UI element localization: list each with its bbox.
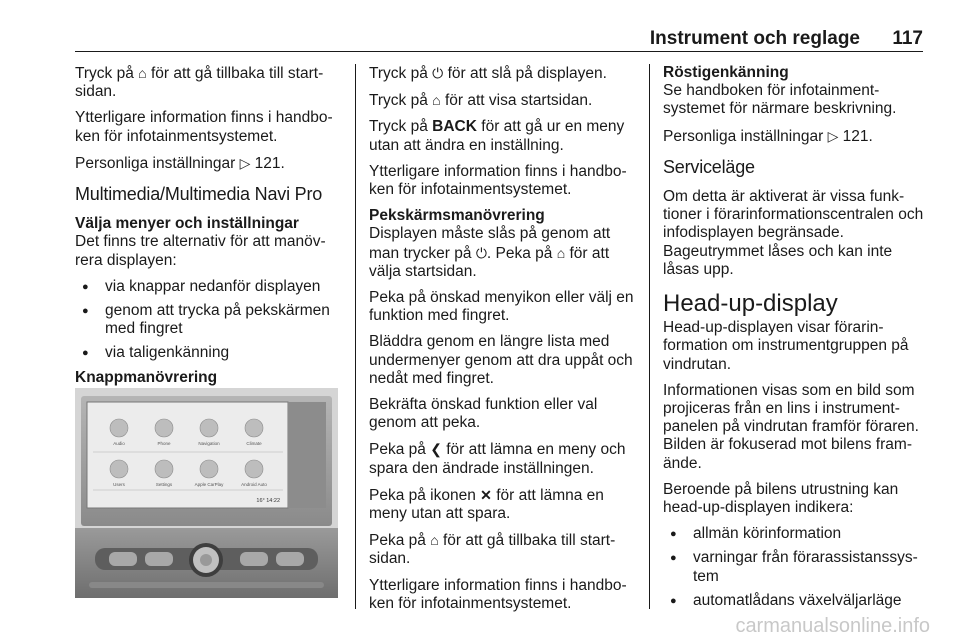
paragraph: Bekräfta önskad funktion eller val genom att peka. — [369, 396, 598, 432]
page-reference-icon: ▷ — [239, 154, 251, 171]
paragraph: Ytterligare information finns i handboken för infotainmentsystemet. — [369, 576, 627, 612]
home-icon: ⌂ — [556, 244, 566, 261]
subheading-menus: Välja menyer och inställningar — [75, 215, 299, 233]
column-1 — [75, 64, 345, 387]
power-icon: ⏻ — [475, 244, 487, 261]
paragraph: Peka på ⌂ för att gå tillbaka till startsidan. — [369, 532, 616, 568]
screen-label-phone: Phone — [157, 441, 171, 446]
paragraph: Personliga inställningar ▷ 121. — [75, 154, 285, 172]
column-3 — [663, 64, 925, 616]
power-icon: ⏻ — [432, 65, 444, 81]
watermark: carmanualsonline.info — [735, 615, 930, 637]
page-reference-icon: ▷ — [827, 127, 839, 144]
paragraph: Peka på ikonen ✕ för att lämna en meny utan att spara. — [369, 486, 604, 523]
paragraph: Bläddra genom en längre lista med undermenyer genom att dra uppåt och nedåt med fingret. — [369, 333, 633, 387]
paragraph: Peka på önskad menyikon eller välj en funktion med fingret. — [369, 289, 634, 325]
section-heading-hud: Head-up-display — [663, 290, 838, 318]
paragraph: Det finns tre alternativ för att manövrera displayen: — [75, 233, 326, 269]
bullet-list — [75, 278, 345, 363]
paragraph: Tryck på BACK för att gå ur en meny utan att ändra en inställning. — [369, 118, 625, 154]
screen-status: 16° 14:22 — [256, 498, 280, 504]
screen-label-carplay: Apple CarPlay — [194, 482, 224, 487]
section-heading-multimedia: Multimedia/Multimedia Navi Pro — [75, 184, 323, 205]
paragraph: Peka på ❮ för att lämna en meny och spara den ändrade inställningen. — [369, 441, 626, 477]
list-item: ● varningar från förarassistanssystem — [663, 549, 925, 585]
back-button-label: BACK — [432, 118, 477, 136]
paragraph: Beroende på bilens utrustning kan head-up-displayen indikera: — [663, 480, 899, 517]
screen-label-audio: Audio — [113, 441, 125, 446]
paragraph: Ytterligare information finns i handboken för infotainmentsystemet. — [369, 162, 627, 199]
list-item: ● via knappar nedanför displayen — [75, 278, 345, 296]
paragraph: Tryck på ⌂ för att gå tillbaka till startsidan. — [75, 65, 324, 101]
chevron-left-icon: ❮ — [430, 441, 442, 458]
list-item: ● automatlådans växelväljarläge — [663, 592, 925, 610]
section-heading-service: Serviceläge — [663, 156, 755, 177]
paragraph: Se handboken för infotainmentsystemet för närmare beskrivning. — [663, 82, 897, 118]
paragraph: Ytterligare information finns i handboken för infotainmentsystemet. — [75, 109, 333, 145]
paragraph: Om detta är aktiverat är vissa funktioner i förarinformationscentralen och infodisplayen begränsade. Bageutrymmet låses och kan inte låsas upp. — [663, 188, 924, 278]
home-icon: ⌂ — [138, 65, 147, 81]
subheading-buttons: Knappmanövrering — [75, 368, 218, 386]
paragraph: Displayen måste slås på genom att man trycker på ⏻. Peka på ⌂ för att välja startsidan. — [369, 225, 611, 280]
bullet-list — [663, 525, 925, 610]
page-header-title: Instrument och reglage — [649, 28, 860, 49]
screen-label-users: Users — [113, 482, 125, 487]
column-2 — [369, 64, 634, 621]
paragraph: Personliga inställningar ▷ 121. — [663, 127, 873, 145]
home-icon: ⌂ — [430, 532, 439, 549]
screen-label-climate: Climate — [246, 441, 262, 446]
subheading-voice: Röstigenkänning — [663, 64, 789, 81]
header-rule — [75, 51, 923, 52]
screen-label-navigation: Navigation — [198, 441, 220, 446]
column-divider-right — [649, 64, 650, 609]
list-item: ● allmän körinformation — [663, 525, 925, 543]
screen-label-android: Android Auto — [241, 482, 267, 487]
paragraph: Tryck på ⌂ för att visa startsidan. — [369, 92, 593, 110]
column-divider-left — [355, 64, 356, 609]
list-item: ● genom att trycka på pekskärmen med fingret — [75, 302, 345, 338]
infotainment-photo — [75, 388, 338, 598]
subheading-touchscreen: Pekskärmsmanövrering — [369, 207, 545, 225]
paragraph: Informationen visas som en bild som projiceras från en lins i instrumentpanelen på vindrutan framför föraren. Bilden är fokuserad mot bilens framände. — [663, 381, 919, 472]
list-item: ● via taligenkänning — [75, 344, 345, 362]
screen-label-settings: Settings — [155, 482, 173, 487]
home-icon: ⌂ — [432, 92, 441, 109]
paragraph: Tryck på ⏻ för att slå på displayen. — [369, 65, 607, 82]
close-icon: ✕ — [480, 486, 492, 503]
paragraph: Head-up-displayen visar förarinformation om instrumentgruppen på vindrutan. — [663, 319, 909, 373]
page-number: 117 — [892, 28, 923, 49]
